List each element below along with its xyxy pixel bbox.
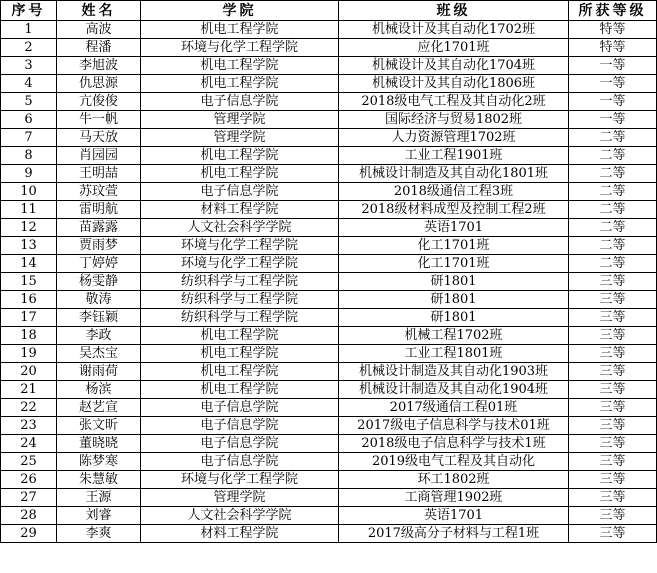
cell-no: 18 — [1, 327, 57, 345]
cell-name: 赵艺宣 — [57, 399, 141, 417]
cell-college: 机电工程学院 — [141, 381, 339, 399]
cell-class: 应化1701班 — [339, 39, 569, 57]
cell-level: 二等 — [569, 129, 657, 147]
cell-class: 机械工程1702班 — [339, 327, 569, 345]
cell-college: 机电工程学院 — [141, 147, 339, 165]
cell-name: 陈梦寒 — [57, 453, 141, 471]
cell-college: 材料工程学院 — [141, 201, 339, 219]
cell-college: 环境与化学工程学院 — [141, 237, 339, 255]
cell-class: 工商管理1902班 — [339, 489, 569, 507]
cell-name: 牛一帆 — [57, 111, 141, 129]
cell-level: 一等 — [569, 111, 657, 129]
header-no: 序号 — [1, 1, 57, 21]
cell-no: 25 — [1, 453, 57, 471]
cell-level: 二等 — [569, 183, 657, 201]
table-row — [1, 471, 657, 489]
cell-name: 苏玟萱 — [57, 183, 141, 201]
table-row — [1, 291, 657, 309]
cell-no: 10 — [1, 183, 57, 201]
cell-level: 三等 — [569, 453, 657, 471]
cell-level: 三等 — [569, 291, 657, 309]
table-row — [1, 165, 657, 183]
cell-name: 李钰颖 — [57, 309, 141, 327]
cell-name: 马天放 — [57, 129, 141, 147]
cell-level: 三等 — [569, 399, 657, 417]
cell-name: 杨雯静 — [57, 273, 141, 291]
cell-no: 11 — [1, 201, 57, 219]
cell-no: 27 — [1, 489, 57, 507]
cell-name: 苗露露 — [57, 219, 141, 237]
cell-no: 24 — [1, 435, 57, 453]
header-row — [1, 1, 657, 21]
header-class: 班级 — [339, 1, 569, 21]
cell-name: 仇思源 — [57, 75, 141, 93]
table-row — [1, 507, 657, 525]
cell-college: 材料工程学院 — [141, 525, 339, 543]
cell-college: 环境与化学工程学院 — [141, 255, 339, 273]
cell-class: 2017级通信工程01班 — [339, 399, 569, 417]
cell-no: 13 — [1, 237, 57, 255]
cell-name: 吴杰宝 — [57, 345, 141, 363]
cell-no: 15 — [1, 273, 57, 291]
cell-college: 机电工程学院 — [141, 345, 339, 363]
cell-class: 机械设计及其自动化1806班 — [339, 75, 569, 93]
cell-class: 英语1701 — [339, 507, 569, 525]
cell-name: 亢俊俊 — [57, 93, 141, 111]
cell-no: 14 — [1, 255, 57, 273]
cell-class: 机械设计制造及其自动化1801班 — [339, 165, 569, 183]
cell-level: 一等 — [569, 57, 657, 75]
cell-level: 特等 — [569, 21, 657, 39]
cell-class: 2018级材料成型及控制工程2班 — [339, 201, 569, 219]
table-row — [1, 75, 657, 93]
table-row — [1, 111, 657, 129]
cell-no: 4 — [1, 75, 57, 93]
cell-no: 1 — [1, 21, 57, 39]
table-row — [1, 309, 657, 327]
table-row — [1, 417, 657, 435]
table-row — [1, 183, 657, 201]
cell-name: 杨滨 — [57, 381, 141, 399]
cell-no: 8 — [1, 147, 57, 165]
cell-college: 管理学院 — [141, 129, 339, 147]
cell-level: 三等 — [569, 525, 657, 543]
cell-college: 电子信息学院 — [141, 93, 339, 111]
cell-class: 工业工程1801班 — [339, 345, 569, 363]
cell-class: 2018级电子信息科学与技术1班 — [339, 435, 569, 453]
cell-class: 2017级电子信息科学与技术01班 — [339, 417, 569, 435]
cell-college: 机电工程学院 — [141, 57, 339, 75]
cell-college: 电子信息学院 — [141, 399, 339, 417]
cell-level: 二等 — [569, 219, 657, 237]
cell-no: 19 — [1, 345, 57, 363]
cell-class: 2018级电气工程及其自动化2班 — [339, 93, 569, 111]
cell-level: 三等 — [569, 417, 657, 435]
cell-no: 28 — [1, 507, 57, 525]
cell-name: 刘睿 — [57, 507, 141, 525]
table-row — [1, 57, 657, 75]
cell-no: 16 — [1, 291, 57, 309]
cell-name: 谢雨荷 — [57, 363, 141, 381]
cell-class: 英语1701 — [339, 219, 569, 237]
cell-no: 21 — [1, 381, 57, 399]
cell-level: 三等 — [569, 345, 657, 363]
cell-level: 特等 — [569, 39, 657, 57]
cell-name: 张文昕 — [57, 417, 141, 435]
cell-name: 雷明航 — [57, 201, 141, 219]
cell-no: 3 — [1, 57, 57, 75]
cell-name: 贾雨梦 — [57, 237, 141, 255]
cell-level: 三等 — [569, 363, 657, 381]
cell-college: 机电工程学院 — [141, 327, 339, 345]
cell-level: 一等 — [569, 93, 657, 111]
cell-college: 机电工程学院 — [141, 165, 339, 183]
cell-class: 研1801 — [339, 273, 569, 291]
cell-name: 董晓晓 — [57, 435, 141, 453]
cell-college: 纺织科学与工程学院 — [141, 309, 339, 327]
cell-level: 三等 — [569, 381, 657, 399]
header-college: 学院 — [141, 1, 339, 21]
cell-no: 7 — [1, 129, 57, 147]
cell-no: 5 — [1, 93, 57, 111]
cell-level: 一等 — [569, 75, 657, 93]
cell-class: 研1801 — [339, 291, 569, 309]
table-row — [1, 327, 657, 345]
cell-name: 王源 — [57, 489, 141, 507]
cell-class: 机械设计制造及其自动化1904班 — [339, 381, 569, 399]
cell-name: 李爽 — [57, 525, 141, 543]
cell-class: 工业工程1901班 — [339, 147, 569, 165]
table-body — [1, 21, 657, 543]
cell-college: 电子信息学院 — [141, 183, 339, 201]
cell-no: 20 — [1, 363, 57, 381]
cell-level: 三等 — [569, 309, 657, 327]
cell-name: 程潘 — [57, 39, 141, 57]
cell-class: 化工1701班 — [339, 255, 569, 273]
cell-name: 朱慧敏 — [57, 471, 141, 489]
table-row — [1, 255, 657, 273]
table-row — [1, 381, 657, 399]
cell-no: 22 — [1, 399, 57, 417]
table-row — [1, 453, 657, 471]
cell-level: 三等 — [569, 327, 657, 345]
cell-college: 机电工程学院 — [141, 363, 339, 381]
cell-class: 环工1802班 — [339, 471, 569, 489]
cell-no: 6 — [1, 111, 57, 129]
cell-class: 机械设计制造及其自动化1903班 — [339, 363, 569, 381]
cell-level: 三等 — [569, 273, 657, 291]
cell-college: 电子信息学院 — [141, 453, 339, 471]
cell-class: 人力资源管理1702班 — [339, 129, 569, 147]
table-row — [1, 39, 657, 57]
cell-no: 17 — [1, 309, 57, 327]
cell-no: 9 — [1, 165, 57, 183]
cell-college: 管理学院 — [141, 111, 339, 129]
cell-college: 机电工程学院 — [141, 75, 339, 93]
cell-name: 王明喆 — [57, 165, 141, 183]
cell-level: 二等 — [569, 255, 657, 273]
table-row — [1, 93, 657, 111]
cell-class: 2019级电气工程及其自动化 — [339, 453, 569, 471]
cell-no: 23 — [1, 417, 57, 435]
cell-name: 李旭波 — [57, 57, 141, 75]
table-row — [1, 273, 657, 291]
cell-college: 纺织科学与工程学院 — [141, 291, 339, 309]
cell-college: 人文社会科学学院 — [141, 219, 339, 237]
cell-no: 2 — [1, 39, 57, 57]
cell-class: 机械设计及其自动化1704班 — [339, 57, 569, 75]
cell-name: 高波 — [57, 21, 141, 39]
cell-class: 机械设计及其自动化1702班 — [339, 21, 569, 39]
cell-college: 电子信息学院 — [141, 435, 339, 453]
cell-college: 环境与化学工程学院 — [141, 471, 339, 489]
table-row — [1, 21, 657, 39]
table-row — [1, 363, 657, 381]
cell-name: 敬涛 — [57, 291, 141, 309]
cell-level: 二等 — [569, 165, 657, 183]
table-row — [1, 399, 657, 417]
cell-name: 肖园园 — [57, 147, 141, 165]
cell-level: 二等 — [569, 237, 657, 255]
cell-no: 29 — [1, 525, 57, 543]
table-row — [1, 345, 657, 363]
cell-level: 三等 — [569, 489, 657, 507]
table-row — [1, 489, 657, 507]
table-row — [1, 201, 657, 219]
cell-class: 化工1701班 — [339, 237, 569, 255]
cell-level: 三等 — [569, 471, 657, 489]
cell-level: 三等 — [569, 507, 657, 525]
header-level: 所获等级 — [569, 1, 657, 21]
cell-name: 丁婷婷 — [57, 255, 141, 273]
cell-level: 二等 — [569, 201, 657, 219]
cell-no: 12 — [1, 219, 57, 237]
cell-college: 管理学院 — [141, 489, 339, 507]
cell-college: 纺织科学与工程学院 — [141, 273, 339, 291]
cell-class: 国际经济与贸易1802班 — [339, 111, 569, 129]
cell-college: 电子信息学院 — [141, 417, 339, 435]
table-row — [1, 219, 657, 237]
table-row — [1, 129, 657, 147]
cell-college: 环境与化学工程学院 — [141, 39, 339, 57]
table-row — [1, 237, 657, 255]
table-row — [1, 147, 657, 165]
table-row — [1, 435, 657, 453]
cell-level: 三等 — [569, 435, 657, 453]
cell-class: 2017级高分子材料与工程1班 — [339, 525, 569, 543]
cell-no: 26 — [1, 471, 57, 489]
cell-class: 2018级通信工程3班 — [339, 183, 569, 201]
cell-level: 二等 — [569, 147, 657, 165]
cell-class: 研1801 — [339, 309, 569, 327]
cell-name: 李政 — [57, 327, 141, 345]
header-name: 姓名 — [57, 1, 141, 21]
cell-college: 机电工程学院 — [141, 21, 339, 39]
table-row — [1, 525, 657, 543]
cell-college: 人文社会科学学院 — [141, 507, 339, 525]
